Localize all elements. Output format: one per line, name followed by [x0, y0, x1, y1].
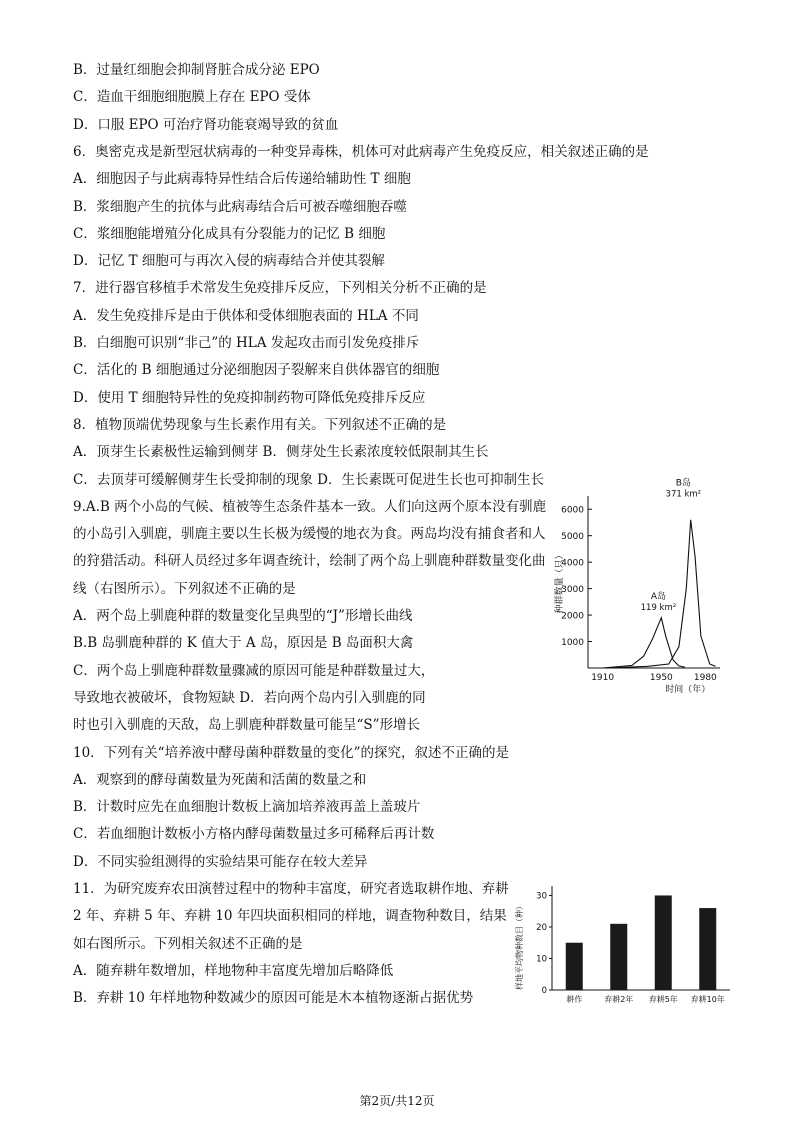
y-tick-label: 30 — [536, 891, 547, 902]
y-axis-label: 种群数量（只） — [555, 550, 565, 614]
text-line: 2 年、弃耕 5 年、弃耕 10 年四块面积相同的样地，调查物种数目，结果 — [73, 908, 507, 925]
bar-弃耕2年 — [610, 924, 627, 990]
text-line: 的小岛引入驯鹿，驯鹿主要以生长极为缓慢的地衣为食。两岛均没有捕食者和人 — [73, 526, 546, 543]
text-line: C．浆细胞能增殖分化成具有分裂能力的记忆 B 细胞 — [73, 225, 386, 242]
y-tick-label: 10 — [536, 954, 547, 965]
y-axis-label: 样地平均物种数目（种） — [515, 902, 524, 990]
deer-population-chart — [548, 478, 748, 695]
text-line: A．发生免疫排斥是由于供体和受体细胞表面的 HLA 不同 — [73, 307, 419, 324]
text-line: 8．植物顶端优势现象与生长素作用有关。下列叙述不正确的是 — [73, 416, 447, 433]
page-footer: 第2页/共12页 — [359, 1094, 435, 1108]
y-tick-label: 6000 — [561, 505, 584, 516]
text-line: A．随弃耕年数增加，样地物种丰富度先增加后略降低 — [73, 962, 394, 979]
annotation-island: B岛 — [675, 478, 691, 489]
text-line: C．两个岛上驯鹿种群数量骤减的原因可能是种群数量过大， — [73, 662, 435, 679]
y-tick-label: 20 — [536, 922, 547, 933]
text-line: B．弃耕 10 年样地物种数减少的原因可能是木本植物逐渐占据优势 — [73, 990, 474, 1007]
y-tick-label: 3000 — [561, 585, 584, 596]
text-line: 6．奥密克戎是新型冠状病毒的一种变异毒株，机体可对此病毒产生免疫反应，相关叙述正确的是 — [73, 143, 649, 160]
x-tick-label: 1910 — [591, 673, 615, 683]
y-tick-label: 5000 — [561, 532, 584, 543]
text-line: C．活化的 B 细胞通过分泌细胞因子裂解来自供体器官的细胞 — [73, 362, 440, 379]
text-line: B．计数时应先在血细胞计数板上滴加培养液再盖上盖玻片 — [73, 799, 421, 816]
text-line: A．细胞因子与此病毒特异性结合后传递给辅助性 T 细胞 — [73, 171, 411, 188]
annotation-area: 371 km² — [665, 489, 702, 500]
x-axis-label: 时间（年） — [665, 685, 711, 695]
x-tick-label: 1980 — [693, 673, 717, 683]
text-line: B．白细胞可识别“非己”的 HLA 发起攻击而引发免疫排斥 — [73, 335, 420, 351]
annotation-area: 119 km² — [640, 603, 677, 614]
y-tick-label: 0 — [541, 986, 547, 996]
text-line: D．口服 EPO 可治疗肾功能衰竭导致的贫血 — [73, 116, 339, 133]
text-line: D．使用 T 细胞特异性的免疫抑制药物可降低免疫排斥反应 — [73, 389, 426, 406]
x-tick-label: 耕作 — [566, 995, 583, 1004]
species-richness-chart — [510, 878, 735, 1008]
text-line: B.B 岛驯鹿种群的 K 值大于 A 岛，原因是 B 岛面积大禽 — [73, 635, 414, 652]
text-line: 7．进行器官移植手术常发生免疫排斥反应，下列相关分析不正确的是 — [73, 280, 487, 297]
text-line: 9.A.B 两个小岛的气候、植被等生态条件基本一致。人们向这两个原本没有驯鹿 — [73, 498, 547, 515]
text-line: 导致地衣被破坏，食物短缺 D．若向两个岛内引入驯鹿的同 — [73, 689, 426, 706]
text-line: C．去顶芽可缓解侧芽生长受抑制的现象 D．生长素既可促进生长也可抑制生长 — [73, 471, 544, 488]
y-tick-label: 2000 — [561, 611, 584, 622]
text-line: A．两个岛上驯鹿种群的数量变化呈典型的“J”形增长曲线 — [73, 608, 413, 624]
text-line: 如右图所示。下列相关叙述不正确的是 — [73, 935, 303, 952]
x-tick-label: 弃耕5年 — [648, 995, 678, 1004]
annotation-island: A岛 — [650, 592, 666, 603]
y-tick-label: 4000 — [561, 558, 584, 569]
text-line: 11．为研究废弃农田演替过程中的物种丰富度，研究者选取耕作地、弃耕 — [73, 881, 509, 897]
text-line: D．不同实验组测得的实验结果可能存在较大差异 — [73, 853, 368, 870]
text-line: 的狩猎活动。科研人员经过多年调查统计，绘制了两个岛上驯鹿种群数量变化曲 — [73, 553, 546, 570]
x-tick-label: 弃耕10年 — [690, 995, 725, 1004]
text-line: B．浆细胞产生的抗体与此病毒结合后可被吞噬细胞吞噬 — [73, 198, 407, 215]
text-line: A．观察到的酵母菌数量为死菌和活菌的数量之和 — [73, 771, 367, 788]
text-line: C．若血细胞计数板小方格内酵母菌数量过多可稀释后再计数 — [73, 826, 435, 843]
y-tick-label: 1000 — [561, 638, 584, 649]
text-line: 时也引入驯鹿的天敌，岛上驯鹿种群数量可能呈“S”形增长 — [73, 717, 421, 734]
text-line: D．记忆 T 细胞可与再次入侵的病毒结合并使其裂解 — [73, 253, 385, 270]
series-line-A岛 — [603, 618, 685, 668]
bar-弃耕5年 — [655, 895, 672, 990]
x-tick-label: 弃耕2年 — [604, 995, 634, 1004]
x-tick-label: 1950 — [649, 673, 673, 683]
text-line: C．造血干细胞细胞膜上存在 EPO 受体 — [73, 89, 311, 106]
text-line: B．过量红细胞会抑制肾脏合成分泌 EPO — [73, 62, 320, 78]
bar-弃耕10年 — [699, 908, 716, 990]
text-line: 10．下列有关“培养液中酵母菌种群数量的变化”的探究，叙述不正确的是 — [73, 744, 509, 761]
text-line: 线（右图所示）。下列叙述不正确的是 — [73, 580, 296, 597]
bar-耕作 — [566, 943, 583, 990]
text-line: A．顶芽生长素极性运输到侧芽 B．侧芽处生长素浓度较低限制其生长 — [73, 444, 489, 461]
